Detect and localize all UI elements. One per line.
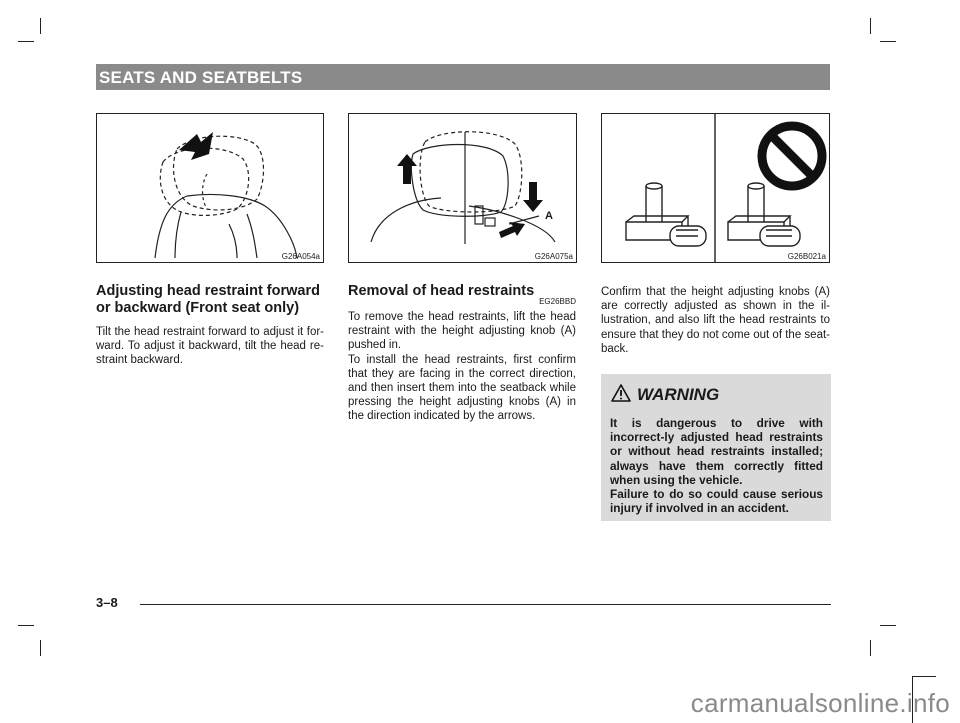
- figure-knob-orientation: [601, 113, 830, 263]
- body-paragraph: Confirm that the height adjusting knobs (A) are correctly adjusted as shown in the il-lustration, and also lift the head restraints to ensure that they do not come out of the seat-back.: [601, 286, 830, 355]
- figure-head-restraint-tilt: [96, 113, 324, 263]
- page-number: 3–8: [96, 595, 118, 610]
- head-restraint-removal-illustration: [349, 114, 576, 262]
- warning-text: It is dangerous to drive with incorrect-ly adjusted head restraints or without head restraints installed; always have them correctly fitted when using the vehicle.: [610, 416, 823, 487]
- crop-mark: [18, 41, 34, 42]
- section-heading: Adjusting head restraint forward or backward (Front seat only): [96, 283, 320, 316]
- column-removal: [348, 283, 576, 424]
- section-code: EG26BBD: [539, 297, 576, 306]
- column-confirm: [601, 283, 830, 356]
- crop-mark: [870, 18, 871, 34]
- warning-title: WARNING: [637, 385, 720, 404]
- watermark: carmanualsonline.info: [690, 688, 950, 718]
- footer-rule: [140, 604, 831, 605]
- warning-header: [610, 382, 823, 406]
- head-restraint-tilt-illustration: [97, 114, 323, 262]
- section-heading: Removal of head restraints: [348, 283, 535, 299]
- crop-mark: [880, 41, 896, 42]
- column-adjusting-tilt: [96, 283, 324, 368]
- crop-mark: [18, 625, 34, 626]
- warning-text: Failure to do so could cause serious injury if involved in an accident.: [610, 487, 823, 516]
- body-paragraph: To remove the head restraints, lift the head restraint with the height adjusting knob (A) pushed in.: [348, 311, 576, 352]
- warning-box: [601, 374, 831, 521]
- callout-label-a: A: [545, 210, 553, 222]
- figure-code: G26B021a: [787, 252, 826, 261]
- section-title: SEATS AND SEATBELTS: [99, 68, 303, 87]
- crop-mark: [40, 18, 41, 34]
- body-paragraph: To install the head restraints, first confirm that they are facing in the correct direction, and then insert them into the seatback while pressing the height adjusting knobs (A) in the direction indicated by the arrows.: [348, 353, 576, 423]
- section-header-bar: [96, 64, 830, 90]
- warning-triangle-icon: [611, 384, 631, 402]
- body-paragraph: Tilt the head restraint forward to adjust it for-ward. To adjust it backward, tilt the head re-straint backward.: [96, 326, 324, 367]
- prohibited-icon: [762, 126, 822, 186]
- figure-head-restraint-removal: [348, 113, 577, 263]
- corner-mark: [912, 676, 936, 677]
- crop-mark: [870, 640, 871, 656]
- figure-code: G26A054a: [281, 252, 320, 261]
- figure-code: G26A075a: [534, 252, 573, 261]
- crop-mark: [40, 640, 41, 656]
- crop-mark: [880, 625, 896, 626]
- adjusting-knob-orientation-illustration: [602, 114, 829, 262]
